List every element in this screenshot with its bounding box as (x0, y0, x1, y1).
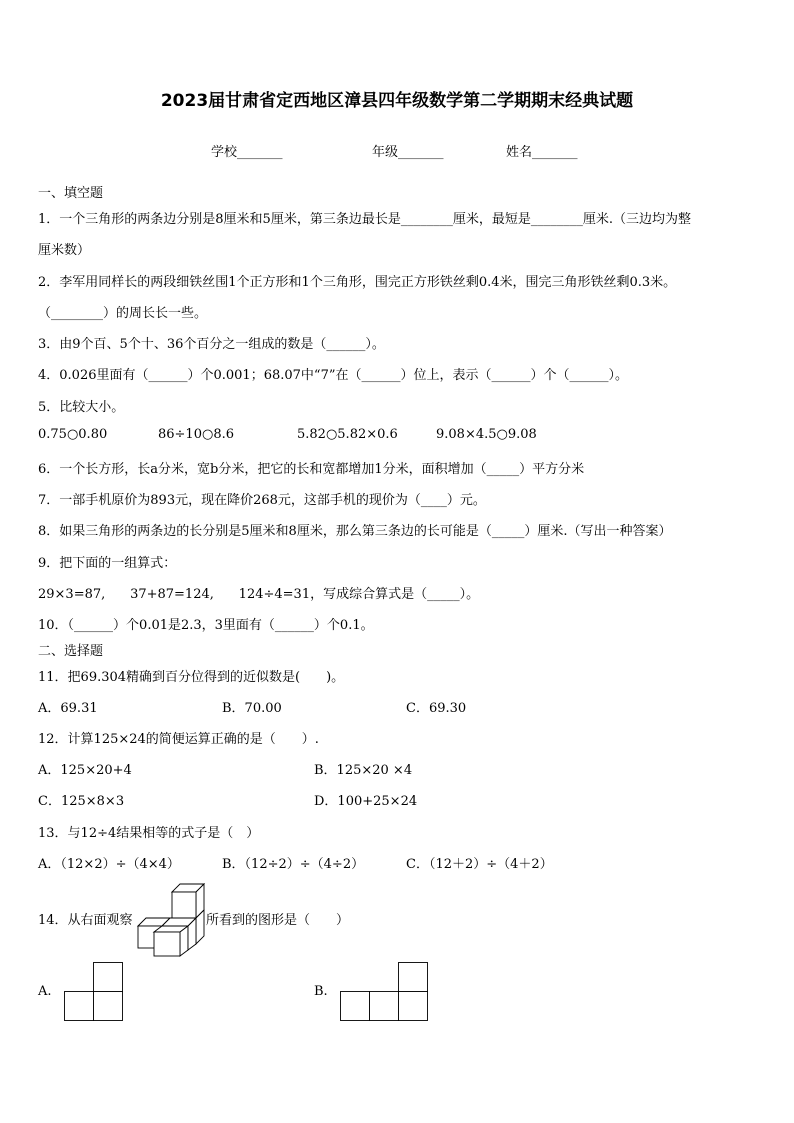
q14-option-b-label: B. (314, 984, 328, 999)
question-1-cont: 厘米数） (38, 243, 91, 258)
question-3: 3．由9个百、5个十、36个百分之一组成的数是（______）。 (38, 337, 385, 352)
question-4: 4．0.026里面有（______）个0.001；68.07中“7”在（______）位上，表示（______）个（______）。 (38, 368, 628, 383)
page-title: 2023届甘肃省定西地区漳县四年级数学第二学期期末经典试题 (160, 91, 634, 111)
compare-item-2: 86÷10○8.6 (158, 427, 234, 442)
question-7: 7．一部手机原价为893元，现在降价268元，这部手机的现价为（____）元。 (38, 493, 486, 508)
q11-option-b: B．70.00 (222, 701, 282, 716)
question-10: 10．（______）个0.01是2.3，3里面有（______）个0.1。 (38, 618, 374, 633)
q11-option-c: C．69.30 (406, 701, 467, 716)
question-11: 11．把69.304精确到百分位得到的近似数是( )。 (38, 670, 345, 685)
q11-option-a: A．69.31 (38, 701, 98, 716)
cube-figure-icon (136, 882, 208, 958)
q13-option-c: C．（12＋2）÷（4＋2） (406, 857, 553, 872)
q14-option-a-figure (64, 962, 124, 1022)
question-5: 5．比较大小。 (38, 400, 125, 415)
q13-option-a: A．（12×2）÷（4×4） (38, 857, 180, 872)
question-14: 14．从右面观察 (38, 913, 133, 928)
q14-option-b-figure (340, 962, 429, 1022)
q12-option-d: D．100+25×24 (314, 794, 418, 809)
q14-option-a-label: A. (38, 984, 52, 999)
compare-item-3: 5.82○5.82×0.6 (297, 427, 398, 442)
compare-item-4: 9.08×4.5○9.08 (436, 427, 537, 442)
question-2: 2．李军用同样长的两段细铁丝围1个正方形和1个三角形，围完正方形铁丝剩0.4米，围完三角形铁丝剩0.3米。 (38, 275, 677, 290)
name-field: 姓名_______ (506, 145, 578, 160)
q12-option-b: B．125×20 ×4 (314, 763, 413, 778)
section-choice: 二、选择题 (38, 644, 104, 659)
q13-option-b: B．（12÷2）÷（4÷2） (222, 857, 365, 872)
question-8: 8．如果三角形的两条边的长分别是5厘米和8厘米，那么第三条边的长可能是（_____）厘米.（写出一种答案） (38, 524, 672, 539)
question-13: 13．与12÷4结果相等的式子是（ ） (38, 826, 260, 841)
q12-option-a: A．125×20+4 (38, 763, 132, 778)
q12-option-c: C．125×8×3 (38, 794, 125, 809)
grade-field: 年级_______ (372, 145, 444, 160)
question-12: 12．计算125×24的简便运算正确的是（ ）. (38, 732, 319, 747)
question-9-cont: 29×3=87, 37+87=124, 124÷4=31，写成综合算式是（_____）。 (38, 587, 480, 602)
question-2-cont: （________）的周长长一些。 (38, 306, 208, 321)
question-1: 1．一个三角形的两条边分别是8厘米和5厘米，第三条边最长是________厘米，最短是________厘米.（三边均为整 (38, 212, 691, 227)
question-14-cont: 所看到的图形是（ ） (206, 913, 350, 928)
compare-item-1: 0.75○0.80 (38, 427, 108, 442)
section-fill-in: 一、填空题 (38, 186, 104, 201)
school-field: 学校_______ (211, 145, 283, 160)
question-6: 6．一个长方形，长a分米，宽b分米，把它的长和宽都增加1分米，面积增加（_____）平方分米 (38, 462, 585, 477)
question-9: 9．把下面的一组算式： (38, 556, 177, 571)
